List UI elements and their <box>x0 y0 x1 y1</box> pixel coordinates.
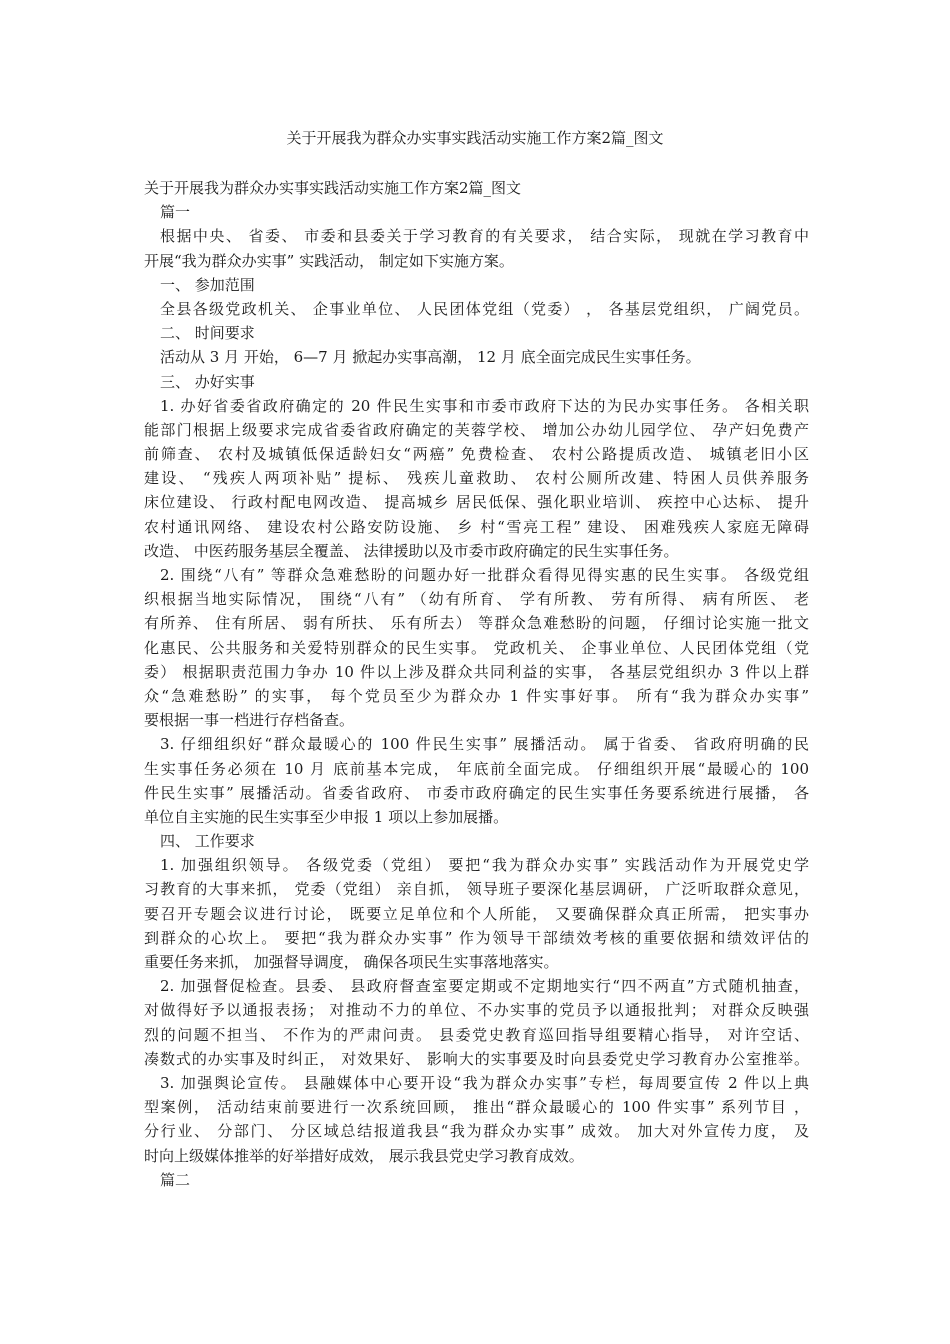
text-line: 件民生实事” 展播活动。省委省政府、 市委市政府确定的民生实事任务要系统进行展播， 各 <box>144 783 809 802</box>
text-line: 到群众的心坎上。 要把“我为群众办实事” 作为领导干部绩效考核的重要依据和绩效评估的 <box>144 928 809 947</box>
text-line: 床位建设、 行政村配电网改造、 提高城乡 居民低保、强化职业培训、 疾控中心达标、 提升 <box>144 493 809 512</box>
text-line: 四、 工作要求 <box>160 832 255 851</box>
text-line: 要召开专题会议进行讨论， 既要立足单位和个人所能， 又要确保群众真正所需， 把实事办 <box>144 904 809 923</box>
text-line: 根据中央、 省委、 市委和县委关于学习教育的有关要求， 结合实际， 现就在学习教育中 <box>160 227 809 246</box>
text-line: 关于开展我为群众办实事实践活动实施工作方案2篇_图文 <box>144 179 522 197</box>
text-line: 化惠民、公共服务和关爱特别群众的民生实事。 党政机关、 企事业单位、人民团体党组（党 <box>144 638 809 657</box>
text-line: 前筛查、 农村及城镇低保适龄妇女“两癌” 免费检查、 农村公路提质改造、 城镇老旧小区 <box>144 445 809 464</box>
text-line: 要根据一事一档进行存档备查。 <box>144 711 355 730</box>
text-line: 改造、 中医药服务基层全覆盖、 法律援助以及市委市政府确定的民生实事任务。 <box>144 541 679 560</box>
text-line: 织根据当地实际情况， 围绕“八有” （幼有所育、 学有所教、 劳有所得、 病有所医、 老 <box>144 590 809 609</box>
text-line: 3. 加强舆论宣传。 县融媒体中心要开设“我为群众办实事”专栏，每周要宣传 2 件以上典 <box>160 1073 809 1092</box>
text-line: 生实事任务必须在 10 月 底前基本完成， 年底前全面完成。 仔细组织开展“最暖心的 100 <box>144 759 809 778</box>
text-line: 三、 办好实事 <box>160 372 255 391</box>
text-line: 全县各级党政机关、 企事业单位、 人民团体党组（党委） ， 各基层党组织， 广阔党员。 <box>160 299 809 318</box>
text-line: 开展“我为群众办实事” 实践活动， 制定如下实施方案。 <box>144 251 514 270</box>
text-line: 有所养、 住有所居、 弱有所扶、 乐有所去） 等群众急难愁盼的问题， 仔细讨论实施一批文 <box>144 614 809 633</box>
text-line: 2. 围绕“八有” 等群众急难愁盼的问题办好一批群众看得见得实惠的民生实事。 各级党组 <box>160 566 809 584</box>
text-line: 活动从 3 月 开始， 6—7 月 掀起办实事高潮， 12 月 底全面完成民生实事任务。 <box>160 348 701 367</box>
text-line: 3. 仔细组织好“群众最暖心的 100 件民生实事” 展播活动。 属于省委、 省政府明确的民 <box>160 735 809 754</box>
text-line: 篇二 <box>160 1170 191 1189</box>
text-line: 凑数式的办实事及时纠正， 对效果好、 影响大的实事要及时向县委党史学习教育办公室推举。 <box>144 1049 809 1068</box>
text-line: 型案例， 活动结束前要进行一次系统回顾， 推出“群众最暖心的 100 件实事” 系列节目 ， <box>144 1098 809 1117</box>
text-line: 单位自主实施的民生实事至少申报 1 项以上参加展播。 <box>144 807 509 826</box>
text-line: 2. 加强督促检查。县委、 县政府督查室要定期或不定期地实行“四不两直”方式随机抽查， <box>160 977 809 996</box>
text-line: 分行业、 分部门、 分区域总结报道我县“我为群众办实事” 成效。 加大对外宣传力度， 及 <box>144 1122 809 1141</box>
text-line: 建设、 “残疾人两项补贴” 提标、 残疾儿童救助、 农村公厕所改建、特困人员供养服务 <box>144 469 809 488</box>
document-body <box>144 176 809 1192</box>
text-line: 委） 根据职责范围力争办 10 件以上涉及群众共同利益的实事， 各基层党组织办 3 件以上群 <box>144 662 809 681</box>
text-line: 重要任务来抓， 加强督导调度， 确保各项民生实事落地落实。 <box>144 953 559 971</box>
text-line: 烈的问题不担当、 不作为的严肃问责。 县委党史教育巡回指导组要精心指导， 对许空话、 <box>144 1025 809 1044</box>
text-line: 1. 办好省委省政府确定的 20 件民生实事和市委市政府下达的为民办实事任务。 各相关职 <box>160 396 809 415</box>
text-line: 时向上级媒体推举的好举措好成效， 展示我县党史学习教育成效。 <box>144 1146 584 1165</box>
text-line: 对做得好予以通报表扬； 对推动不力的单位、不办实事的党员予以通报批判； 对群众反映强 <box>144 1001 809 1020</box>
text-line: 农村通讯网络、 建设农村公路安防设施、 乡 村“雪亮工程” 建设、 困难残疾人家庭无障碍 <box>144 517 809 536</box>
text-line: 篇一 <box>160 203 191 222</box>
text-line: 习教育的大事来抓， 党委（党组） 亲自抓， 领导班子要深化基层调研， 广泛听取群众意见， <box>144 880 809 899</box>
text-line: 能部门根据上级要求完成省委省政府确定的芙蓉学校、 增加公办幼儿园学位、 孕产妇免费产 <box>144 420 809 439</box>
page-header-title: 关于开展我为群众办实事实践活动实施工作方案2篇_图文 <box>286 129 664 147</box>
text-line: 1. 加强组织领导。 各级党委（党组） 要把“我为群众办实事” 实践活动作为开展党史学 <box>160 856 809 875</box>
text-line: 一、 参加范围 <box>160 275 255 294</box>
text-line: 众“急难愁盼” 的实事， 每个党员至少为群众办 1 件实事好事。 所有“我为群众办实事” <box>144 686 809 705</box>
text-line: 二、 时间要求 <box>160 324 255 343</box>
